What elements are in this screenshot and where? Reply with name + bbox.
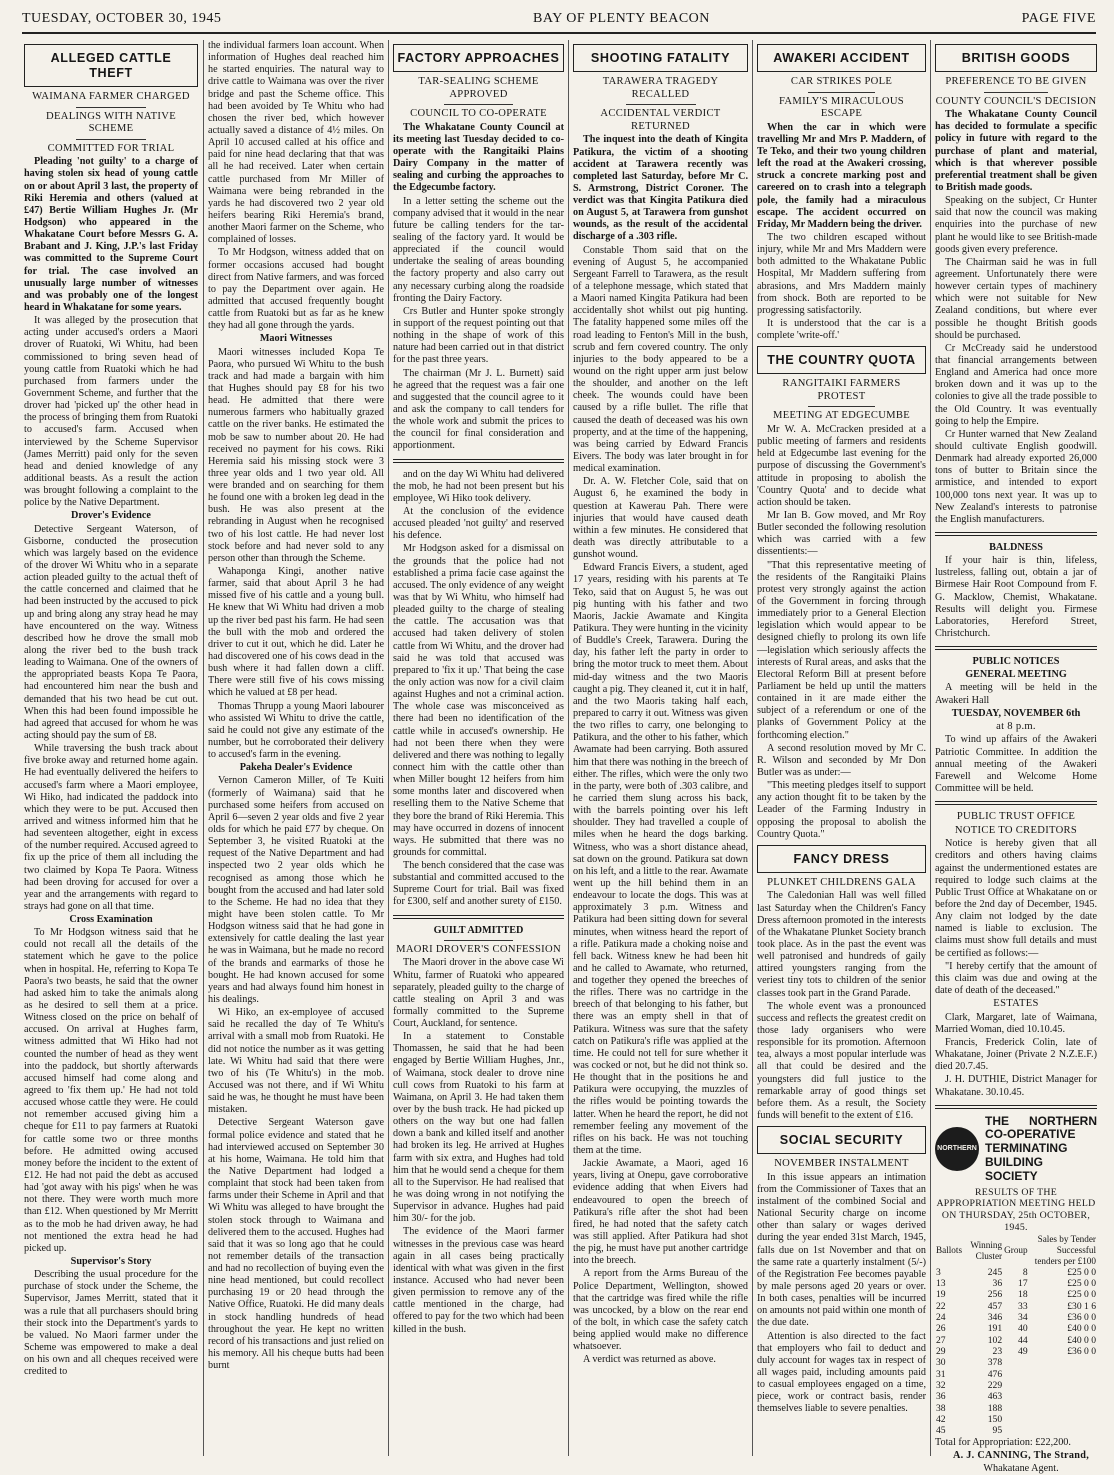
lead-paragraph: The Whakatane County Council at its meeting last Tuesday decided to co-operate with the Rangitaiki Plains Dairy Company in the matter of sealing and curbing the approaches to the Edgecumbe factory. [393, 121, 564, 194]
paragraph: The two children escaped without injury, while Mr and Mrs Maddern were both admitted to the Whakatane Public Hospital, Mr Maddern suffering from abrasions, and Mrs Maddern mainly from shock. Both are reported to be progressing satisfactorily. [757, 232, 926, 316]
table-cell [1029, 1403, 1097, 1414]
table-cell: 26 [936, 1323, 946, 1335]
table-cell: 457 [987, 1300, 1003, 1312]
headline-fancy-dress: FANCY DRESS [757, 845, 926, 873]
column-rule [203, 40, 204, 1456]
section-heading: ESTATES [993, 998, 1039, 1010]
subhead: PREFERENCE TO BE GIVEN [945, 75, 1087, 87]
headline-awakeri-accident: AWAKERI ACCIDENT [757, 44, 926, 72]
table-cell: 38 [936, 1402, 946, 1414]
paragraph: A second resolution moved by Mr C. R. Wilson and seconded by Mr Don Butler was as under:— [757, 742, 926, 778]
masthead [22, 6, 1096, 34]
table-cell [1029, 1414, 1097, 1425]
section-heading: NOTICE TO CREDITORS [954, 824, 1078, 836]
table-row [935, 1380, 1097, 1391]
lead-paragraph: The inquest into the death of Kingita Patikura, the victim of a shooting accident at Tarawera recently was completed last Saturday, before Mr C. S. Armstrong, District Coroner. The verdict was that Kingita Patikura died on August 5, at Tarawera from gunshot wounds, as the result of the accidental discharge of a .303 rifle. [573, 134, 748, 243]
table-cell [1029, 1369, 1097, 1380]
column-1 [24, 40, 198, 1456]
ballot-table-body [935, 1267, 1097, 1437]
paragraph: A report from the Arms Bureau of the Police Department, Wellington, showed that the cartridge was fired while the rifle was uncocked, by a blow on the rear end of the bolt, in which case the safety catch being applied would make no difference whatsoever. [573, 1268, 748, 1353]
table-cell: 188 [987, 1402, 1003, 1414]
table-cell: 40 [1018, 1323, 1028, 1335]
divider [935, 801, 1097, 805]
page-number: PAGE FIVE [1021, 11, 1096, 26]
paper-title: BAY OF PLENTY BEACON [533, 11, 710, 26]
table-cell: £25 0 0 [1067, 1266, 1096, 1278]
table-header: Sales by Tender Successful tenders per £100 [1034, 1234, 1096, 1266]
building-society-ad [935, 1115, 1097, 1184]
table-cell: 36 [936, 1391, 946, 1403]
subhead: RANGITAIKI FARMERS PROTEST [782, 378, 901, 402]
table-row [935, 1369, 1097, 1380]
subhead: TAR-SEALING SCHEME APPROVED [418, 75, 539, 100]
table-cell: 346 [987, 1312, 1003, 1324]
headline-factory-approaches: FACTORY APPROACHES [393, 44, 564, 72]
paragraph: Notice is hereby given that all creditors and others having claims against the undermentioned estates are required to lodge such claims at the Public Trust Office at Whakatane on or before the 2nd day of December, 1945. Any claim not lodged by the date named is liable to exclusion. The claims must show full details and must be certified as follows:— [935, 838, 1097, 959]
table-row [935, 1346, 1097, 1357]
table-cell [1003, 1380, 1028, 1391]
table-cell: 150 [987, 1413, 1003, 1425]
table-row [935, 1335, 1097, 1346]
table-cell: 45 [936, 1425, 946, 1437]
subhead: COUNTY COUNCIL'S DECISION [935, 95, 1097, 107]
table-cell: £30 1 6 [1067, 1300, 1096, 1312]
table-cell: 18 [1018, 1289, 1028, 1301]
lead-paragraph: Pleading 'not guilty' to a charge of having stolen six head of young cattle on or about April 3 last, the property of Riki Heremia and others (valued at £47) Bertie William Hughes Jr. (Mr Hodgson) who appeared in the Whakatane Court before Messrs G. A. Brabant and J. King, J.P.'s last Friday was committed to the Supreme Court for trial. The case involved an unusually large number of witnesses and was probably one of the longest heard in Whakatane for some years. [24, 156, 198, 314]
table-cell: 24 [936, 1312, 946, 1324]
headline-british-goods: BRITISH GOODS [935, 44, 1097, 72]
table-cell [1003, 1414, 1028, 1425]
paragraph: Cr McCready said he understood that financial arrangements between England and America had once more broken down and it was up to the colonies to give all the trade possible to the Old Country. It was eventually going to help the Empire. [935, 342, 1097, 427]
column-rule [752, 40, 753, 1456]
table-cell: 95 [992, 1425, 1003, 1437]
column-rule [930, 40, 931, 1456]
paragraph: To Mr Hodgson witness said that he could not recall all the details of the statement which he gave to the police when in hospital. He, referring to Kopa Te Paora's two beasts, he said that the owner had asked him to take the animals along as he desired to sell them at a price. Witness closed on the price on behalf of accused. On arrival at Hughes farm, witness admitted that Wi Hiko had not counted the number of head as they went into the paddock, but shortly afterwards accused himself had come along and agreed to 'fix them up.' He had not told accused whose cattle they were. He could not remember accused giving him a cheque for £11 to pay farmers at Ruatoki for cattle some two or three months before. He admitted owing accused money before the incident to the extent of £12. He had not paid the debt as accused had 'got away with his pigs' when he was not there. They were worth much more than £12. When questioned by Mr Merritt as to the mob he had driven away, he had not mentioned the extra head he had picked up. [24, 927, 198, 1254]
table-cell: 3 [936, 1266, 941, 1278]
divider [444, 104, 512, 105]
divider [444, 940, 512, 941]
table-row [935, 1414, 1097, 1425]
column-6 [935, 40, 1097, 1474]
subhead: CAR STRIKES POLE [790, 75, 893, 87]
paragraph: The Chairman said he was in full agreement. Unfortunately there were however certain types of machinery which were not suitable for New Zealand conditions, but where ever possible he thought British goods should be purchased. [935, 256, 1097, 341]
headline-cattle-theft: ALLEGED CATTLE THEFT [24, 44, 198, 87]
paragraph: Constable Thom said that on the evening of August 5, he accompanied Sergeant Farrell to Tarawera, as the result of a telephone message, which stated that a Maori named Kingita Patikura had been accidentally shot whilst out pig hunting. The fatality happened some miles off the road leading to Fenton's Mill in the bush, scrub and fern covered country. The only injuries to the body appeared to be a wound on the right upper arm just below the shoulder, and another on the left cheek. The wounds could have been caused by a rifle bullet. The rifle that caused the death of deceased was his own property, and at the time of the happening, was being carried by Edward Francis Eivers. The body was later brought in for medical examination. [573, 244, 748, 475]
column-rule [568, 40, 569, 1456]
paragraph: Clark, Margaret, late of Waimana, Married Woman, died 10.10.45. [935, 1011, 1097, 1035]
divider [935, 532, 1097, 536]
paragraph: Edward Francis Eivers, a student, aged 17 years, residing with his parents at Te Teko, said that on August 5, he was out pig hunting with his father and two Maoris, Jackie Awamate and Kingita Patikura. They were hunting in the vicinity of Buddle's Creek, Tarawera. During the day, his father left the party in order to bring the motor truck to meet them. About mid-day witness and the two Maoris caught a pig. They cleaned it, cut it in half, and the two Maoris taking half each, prepared to carry it out. Witness was given the two rifles to carry, one belonging to Patikura, and the other to his father, which Awamate had been carrying. Both assured him that there was nothing in the breech of either. The rifles, which were the only two in the party, were both of .303 calibre, and he carried them slung across his back, with the barrels pointing over his left shoulder. They had travelled a couple of miles when he heard the dogs barking. Witness, who was a short distance ahead, sat down on the ground. Patikura sat down on his left, and a little to the rear. Awamate went up the hill behind them in an endeavour to locate the dogs. This was at approximately 3 p.m. Witness and Patikura had been sitting down for several minutes, when witness heard the report of a rifle. Patikura made a choking noise and fell back. Witness knew he had been hit and he called to Awamate, who returned, and together they opened the breeches of the rifles. There was no cartridge in the breech of that belonging to his father, but there was an empty shell in that of Patikura. Witness was sure that the safety catch on Patikura's rifle was applied at the time. He could not tell for sure whether it was cocked or not, but he did not think so. He thought that in the positions he and Patikura were occupying, the muzzles of the rifles would be pointing towards the latter. When he heard the report, he did not remember feeling any movement of the rifles on his back. He was not touching them at the time. [573, 562, 748, 1157]
table-row [935, 1425, 1097, 1436]
table-header-row [935, 1234, 1097, 1267]
paragraph: Dr. A. W. Fletcher Cole, said that on August 6, he examined the body in question at Kawerau Pah. There were injuries that would have caused death within a few minutes. He considered that death was directly attributable to a gunshot wound. [573, 476, 748, 561]
table-row [935, 1391, 1097, 1402]
table-cell: 13 [936, 1278, 946, 1290]
divider [808, 406, 876, 407]
subhead: TARAWERA TRAGEDY RECALLED [602, 75, 719, 100]
subhead: MAORI DROVER'S CONFESSION [396, 943, 561, 955]
paragraph: the individual farmers loan account. When information of Hughes deal reached him he started enquiries. The natural way to drive cattle to Waimana was over the river bridge and past the Scheme office. This had been avoided by Te Whitu who had chosen the river bed, which however actually saved a distance of 4½ miles. On April 10 accused called at his office and paid for nine head declaring that that was all he had received. Later when certain cattle purchased from Mr Miller of Waimana were being rebranded in the yards he had discovered two 2 year old heifers bearing Riki Heremia's brand, another Maori farmer on the Scheme, who complained of losses. [208, 40, 384, 246]
subhead: DEALINGS WITH NATIVE SCHEME [46, 110, 176, 135]
paragraph: Thomas Thrupp a young Maori labourer who assisted Wi Whitu to drive the cattle, said he could not give any estimate of the number, but he corroborated their delivery to accused's farm in the evening. [208, 700, 384, 761]
table-cell [1003, 1369, 1028, 1380]
table-row [935, 1323, 1097, 1334]
paragraph: While traversing the bush track about five broke away and returned home again. He had eventually delivered the heifers to accused's farm where a Maori employee, Wi Hiko, had indicated the paddock into which they were to be put. Accused then arrived and witness informed him that he had seventeen altogether, eight in excess of the number required. Accused agreed to fix up the price of them all including the two claimed by Kopa Te Paora. Witness had been droving for accused for over a year and the arrangements with regard to strays had gone on all that time. [24, 743, 198, 912]
table-cell: 33 [1018, 1300, 1028, 1312]
table-cell: 31 [936, 1368, 946, 1380]
paragraph: The chairman (Mr J. L. Burnett) said he agreed that the request was a fair one and suggested that the council agree to it and ask the company to call tenders for the whole work and submit the prices to the council for final consideration and apportionment. [393, 367, 564, 452]
table-cell [1003, 1425, 1028, 1436]
meeting-time: at 8 p.m. [996, 720, 1036, 732]
paragraph: Jackie Awamate, a Maori, aged 16 years, living at Onepu, gave corroborative evidence adding that when Eivers had endeavoured to open the breech of Patikura's rifle after the shot had been fired, he had noted that the safety catch was still applied. After Patikura had shot the pig, he must have put another cartridge into the breech. [573, 1158, 748, 1267]
table-cell: 476 [987, 1368, 1003, 1380]
divider [393, 915, 564, 919]
table-cell: 23 [992, 1346, 1003, 1358]
paragraph: The whole event was a pronounced success and reflects the greatest credit on those lady organisers who were responsible for its promotion. Afternoon tea, always a most popular interlude was all that could be desired and the youngsters did full justice to the remarkable array of good things set before them. As a result, the Society funds will benefit to the extent of £16. [757, 1000, 926, 1121]
table-cell [1029, 1391, 1097, 1402]
paragraph: To Mr Hodgson, witness added that on former occasions accused had bought direct from Native farmers, and was forced to pay the Department over again. He admitted that accused frequently bought cattle from Ruatoki but as far as he knew they had all gone through the yards. [208, 247, 384, 332]
table-cell: £40 0 0 [1067, 1334, 1096, 1346]
table-cell: 22 [936, 1300, 946, 1312]
agent-name: A. J. CANNING, The Strand, [952, 1449, 1090, 1461]
table-cell: 36 [992, 1278, 1003, 1290]
table-cell [1003, 1357, 1028, 1368]
table-cell: 191 [987, 1323, 1003, 1335]
paragraph: Maori witnesses included Kopa Te Paora, who pursued Wi Whitu to the bush track and had made a bargain with him that Hughes should pay £8 for his two head. He admitted that there were numerous farmers who habitually grazed cattle on the river banks. He estimated the mob be saw to number about 20. He had received no payment for his cows. Riki Heremia said his missing stock were 3 three year olds and 1 two year old. All were branded and on searching for them he found one with a broken leg dead in the bush. He was also present at the rebranding in August when he recognised two of his lost cattle. He had never lost stock before and had never sold to any person other than through the Scheme. [208, 346, 384, 564]
section-heading: Maori Witnesses [259, 333, 333, 345]
section-heading: Drover's Evidence [71, 510, 151, 522]
column-5 [757, 40, 926, 1456]
paragraph: The evidence of the Maori farmer witnesses in the previous case was heard again in all cases being practically identical with what was given in the first instance. Accused who had never been given permission to remove any of the cattle mentioned in the charge, had offered to pay for the two which had been killed in the bush. [393, 1226, 564, 1335]
ballot-table [935, 1234, 1097, 1436]
subhead: FAMILY'S MIRACULOUS ESCAPE [779, 95, 904, 120]
table-cell: £36 0 0 [1067, 1312, 1096, 1324]
divider [935, 1105, 1097, 1109]
paragraph: At the conclusion of the evidence accused pleaded 'not guilty' and reserved his defence. [393, 505, 564, 542]
headline-country-quota: THE COUNTRY QUOTA [757, 346, 926, 374]
paragraph: Wi Hiko, an ex-employee of accused said he recalled the day of Te Whitu's arrival with a small mob from Ruatoki. He did not notice the number as it was getting late. Wi Whitu had said that there were two of his (Te Whitu's) in the mob. Accused was not there, and if Wi Whitu said he was, he thought he must have been mistaken. [208, 1007, 384, 1116]
paragraph: The Maori drover in the above case Wi Whitu, farmer of Ruatoki who appeared separately, pleaded guilty to the charge of cattle stealing on April 3 and was formally committed to the Supreme Court, Auckland, for sentence. [393, 957, 564, 1030]
paragraph: "This meeting pledges itself to support any action thought fit to be taken by the Leader of the Farming Industry in opposing the proposal to abolish the Country Quota." [757, 780, 926, 840]
section-heading: GENERAL MEETING [965, 669, 1067, 681]
table-header: Ballots [936, 1245, 963, 1256]
paragraph: Detective Sergeant Waterson, of Gisborne, conducted the prosecution which was largely based on the evidence of the drover Wi Whitu who in a separate action pleaded guilty to the actual theft of the cattle concerned and claimed that he had been instructed by the accused to pick up and bring along any stray head he may have encountered on the way. Witness described how he drove the small mob along the river bed to the bush track leading to Waimana. One of the owners of the appropriated beasts Kopa Te Paora, had encountered him near the bush and demanded that his two head be cut out. When this had been found impossible he had agreed that accused for whom he was acting should pay the sum of £8. [24, 523, 198, 741]
table-cell: 256 [987, 1289, 1003, 1301]
table-cell: 8 [1022, 1266, 1028, 1278]
subhead: WAIMANA FARMER CHARGED [32, 90, 190, 102]
divider [393, 459, 564, 463]
subhead: NOVEMBER INSTALMENT [774, 1158, 909, 1170]
table-header: Winning Cluster [970, 1239, 1003, 1261]
paragraph: A meeting will be held in the Awakeri Hall [935, 682, 1097, 706]
table-cell: 102 [987, 1334, 1003, 1346]
paragraph: It was alleged by the prosecution that acting under accused's orders a Maori drover of Ruatoki, Wi Whitu, had been commissioned to bring seven head of young cattle from Ruatoki which he had purchased from farmers under the Government Scheme, and further that the drover had 'picked up' the other head in the process of bringing them from Ruatoki to accused's farm. Accused when interviewed by the Scheme Supervisor (James Merritt) paid only for the seven head and denied knowledge of any additional beasts. As a result the action was brought following a complaint to the police by the Native Department. [24, 315, 198, 509]
society-name: THE NORTHERN CO-OPERATIVE TERMINATING BUILDING SOCIETY [985, 1113, 1097, 1183]
table-cell [1029, 1425, 1097, 1436]
section-heading: PUBLIC TRUST OFFICE [956, 811, 1076, 823]
paragraph: "I hereby certify that the amount of this claim was due and owing at the date of death of the deceased." [935, 960, 1097, 996]
section-heading: PUBLIC NOTICES [972, 656, 1060, 668]
section-heading: Cross Examination [69, 914, 153, 926]
paragraph: Attention is also directed to the fact that employers who fail to deduct and duly account for wages tax in respect of all wages paid, including amounts paid to casual employees engaged on a time, piece, work or contract basis, render themselves liable to severe penalties. [757, 1330, 926, 1415]
table-cell [1029, 1380, 1097, 1391]
society-logo-icon: NORTHERN [935, 1127, 979, 1171]
paragraph: In a statement to Constable Thomassen, he said that he had been engaged by Bertie William Hughes, Jnr., of Waimana, stock dealer to drove nine cull cows from Ruatoki to his farm at Waimana, on April 3. He had taken them over by the bush track. He had picked up others on the way but one had fallen down a bank and killed itself and another had broken its leg. He arrived at Hughes farm with six extra, and Hughes had told him that he would send a cheque for them all to the Supervisor. He had realised that he was doing wrong in not notifying the Supervisor in advance. Hughes had paid him 30/- for the job. [393, 1031, 564, 1225]
issue-date: TUESDAY, OCTOBER 30, 1945 [22, 11, 222, 26]
paragraph: Describing the usual procedure for the purchase of stock under the Scheme, the Supervisor, James Merritt, stated that it was a rule that all purchasers should bring their stock into the Department's yards to be valued. No Maori farmer under the Scheme was empowered to make a deal on his own and all cheques received were credited to [24, 1269, 198, 1378]
table-total: Total for Appropriation: £22,200. [935, 1436, 1071, 1448]
paragraph: The bench considered that the case was substantial and committed accused to the Supreme Court for trial. Bail was fixed for £300, self and another surety of £150. [393, 860, 564, 908]
paragraph: Mr Ian B. Gow moved, and Mr Roy Butler seconded the following resolution which was carried with a few dissentients:— [757, 510, 926, 558]
table-cell: 29 [936, 1346, 946, 1358]
section-heading: Pakeha Dealer's Evidence [239, 762, 353, 774]
table-cell: 44 [1018, 1334, 1028, 1346]
section-heading: Supervisor's Story [70, 1256, 152, 1267]
paragraph: "That this representative meeting of the residents of the Rangitaiki Plains protest very strongly against the action of the Government in forcing through immediately prior to a General Election legislation which would appear to be designed chiefly to prolong its own life—legislation which seriously affects the interests of Rural areas, and asks that the Electoral Reform Bill at present before Parliament be held up until the matters contained in it are made either the subject of a referendum or one of the planks of Government Policy at the forthcoming election." [757, 559, 926, 741]
paragraph: The Caledonian Hall was well filled last Saturday when the Children's Fancy Dress afternoon promoted in the interests of the Whakatane Plunket Society branch took place. As in the past the event was well patronised and hundreds of gaily attired youngsters ranging from the veriest tiny tots to children of the senior classes took part in the Grand Parade. [757, 890, 926, 999]
divider [935, 646, 1097, 650]
table-cell: 34 [1018, 1312, 1028, 1324]
table-row [935, 1403, 1097, 1414]
paragraph: Crs Butler and Hunter spoke strongly in support of the request pointing out that nothing in the shape of work of this nature had been carried out in that district for the past three years. [393, 305, 564, 366]
subhead: PLUNKET CHILDRENS GALA [767, 876, 916, 888]
divider [76, 139, 146, 140]
paragraph: A verdict was returned as above. [583, 1354, 716, 1366]
table-row [935, 1301, 1097, 1312]
headline-shooting-fatality: SHOOTING FATALITY [573, 44, 748, 72]
table-cell: 30 [936, 1357, 946, 1369]
subhead: COMMITTED FOR TRIAL [47, 142, 175, 154]
table-cell: 17 [1018, 1278, 1028, 1290]
paragraph: Speaking on the subject, Cr Hunter said that now the council was making enquiries into the purchase of new plant he would like to see British-made goods given every preference. [935, 195, 1097, 255]
paragraph: Mr W. A. McCracken presided at a public meeting of farmers and residents held at Edgecumbe last evening for the purpose of discussing the Government's attitude in proposing to abolish the 'Country Quota' and to decide what action should be taken. [757, 424, 926, 508]
lead-paragraph: When the car in which were travelling Mr and Mrs P. Maddern, of Te Teko, and their two young children left the road at the Awakeri crossing, struck a concrete marking post and careered on to crash into a telegraph pole, the family had a miraculous escape. The accident occurred on Friday, Mr Maddern being the driver. [757, 121, 926, 230]
divider [808, 92, 876, 93]
table-cell [1003, 1403, 1028, 1414]
paragraph: Wahaponga Kingi, another native farmer, said that about April 3 he had missed five of his cattle and a young bull. He knew that Wi Whitu had driven a mob up the river bed past his farm. He had seen the bull with the mob and ordered the driver to cut it out, which he did. Later he had discovered one of his cows dead in the bush where it had fallen down a cliff. There were still five of his cows missing which he valued at £8 per head. [208, 566, 384, 699]
paragraph: In a letter setting the scheme out the company advised that it would in the near future be calling tenders for the tar-sealing of the factory yard. It would be appreciated if the council would undertake the sealing of areas bounding the factory property and also carry out any necessary curbing along the roadside fronting the Dairy Factory. [393, 195, 564, 304]
table-cell: 49 [1018, 1346, 1028, 1358]
table-cell: 463 [987, 1391, 1003, 1403]
meeting-date: TUESDAY, NOVEMBER 6th [951, 707, 1081, 719]
table-row [935, 1312, 1097, 1323]
table-cell: £25 0 0 [1067, 1278, 1096, 1290]
paragraph: J. H. DUTHIE, District Manager for Whakatane. 30.10.45. [935, 1074, 1097, 1098]
table-row [935, 1267, 1097, 1278]
section-heading: GUILT ADMITTED [433, 924, 524, 936]
paragraph: Cr Hunter warned that New Zealand should cultivate English goodwill. Denmark had already exported 26,000 tons of butter to Britain since the armistice, and intended to export 100,000 tons next year. It was up to New Zealand's interests to patronise the English manufacturers. [935, 428, 1097, 525]
table-cell: 378 [987, 1357, 1003, 1369]
paragraph: and on the day Wi Whitu had delivered the mob, he had not been present but his employee, Wi Hiko took delivery. [393, 468, 564, 504]
subhead: COUNCIL TO CO-OPERATE [410, 108, 547, 120]
lead-paragraph: The Whakatane County Council has decided to formulate a specific policy in future with regard to the purchase of plant and material, which is that wherever possible preferential treatment shall be given to British made goods. [935, 109, 1097, 194]
section-heading: BALDNESS [989, 541, 1043, 553]
table-cell: 42 [936, 1413, 946, 1425]
column-rule [388, 40, 389, 1456]
paragraph: Vernon Cameron Miller, of Te Kuiti (formerly of Waimana) said that he purchased some heifers from accused on April 6—seven 2 year olds and five 2 year olds for which he paid £77 by cheque. On September 3, he visited Ruatoki at the request of the Native Department and had inspected two 2 year olds which he recognised as among those which he bought from the accused and had later sold to the Scheme. He had no idea that they might have been stolen cattle. To Mr Hodgson witness said that he had gone in extensively for cattle dealing the last year he was in Waimana, but he made no record of the brands and earmarks of those he bought. He had known accused for some years and had always found him honest in his dealings. [208, 775, 384, 1005]
column-2 [208, 40, 384, 1456]
results-heading: RESULTS OF THE APPROPRIATION MEETING HELD ON THURSDAY, 25th OCTOBER, 1945. [936, 1186, 1096, 1233]
paragraph: To wind up affairs of the Awakeri Patriotic Committee. In addition the annual meeting of the Awakeri Farewell and Welcome Home Committee will be held. [935, 734, 1097, 794]
table-header: Group [1004, 1245, 1028, 1256]
paragraph: In this issue appears an intimation from the Commissioner of Taxes that an instalment of the combined Social and National Security charge on income other than salary or wages derived during the year ended 31st March, 1945, falls due on 1st November and that on the same rate a quarterly instalment (5/-) of the Registration Fee becomes payable by male persons aged 20 years or over. In both cases, penalties will be incurred on amounts not paid within one month of the due date. [757, 1171, 926, 1329]
paragraph: It is understood that the car is a complete 'write-off.' [757, 318, 926, 342]
advert-text: If your hair is thin, lifeless, lustreless, falling out, obtain a jar of Birmese Hair Root Compound from F. G. Macklow, Chemist, Whakatane. Results will delight you. Firmese Laboratories, Hereford Street, Christchurch. [935, 555, 1097, 639]
table-cell [1029, 1357, 1097, 1368]
paragraph: Mr Hodgson asked for a dismissal on the grounds that the police had not established a prima facie case against the accused. The only evidence of any weight was that by Wi Whitu, who himself had pleaded guilty to the charge of stealing the cattle. The accusation was that accused had taken delivery of stolen cattle from Wi Whitu, and the drover had said he was told that accused was prepared to 'fix it up.' That being the case the only action was now for a civil claim against Hughes and not a criminal action. The whole case was misconceived as there had been no identification of the cattle while in accused's ownership. He had not been there when they were delivered and there was nothing to legally connect him with the cattle other than when Miller bought 12 heifers from him some months later and discovered when reselling them to the Native Scheme that they bore the brand of Riki Heremia. This may have occurred in dozens of innocent ways. He submitted that there was no grounds for committal. [393, 543, 564, 858]
table-row [935, 1357, 1097, 1368]
table-row [935, 1278, 1097, 1289]
headline-social-security: SOCIAL SECURITY [757, 1126, 926, 1154]
column-3 [393, 40, 564, 1456]
table-cell: 19 [936, 1289, 946, 1301]
divider [984, 92, 1049, 93]
table-cell [1003, 1391, 1028, 1402]
table-cell: £25 0 0 [1067, 1289, 1096, 1301]
paragraph: Francis, Frederick Colin, late of Whakatane, Joiner (Private 2 N.Z.E.F.) died 20.7.45. [935, 1036, 1097, 1073]
subhead: MEETING AT EDGECUMBE [772, 410, 911, 422]
table-cell: 27 [936, 1334, 946, 1346]
paragraph: Detective Sergeant Waterson gave formal police evidence and stated that he had interviewed accused on September 30 at his home, Waimana. He told him that the Native Department had lodged a complaint that stock had been taken from farms under their Scheme in April and that Wi Whitu was alleged to have brought the stolen stock through to Waimana and delivered them to the accused. Hughes had said that it was so long ago that he could not remember details of the transaction and had no recollection of buying even the nine head mentioned, but could recollect purchasing 19 or 20 head through the Native Office, Ruatoki. He did many deals in stock handling hundreds of head throughout the year. He kept no written record of his transactions and just relied on his memory. All his cheque butts had been burnt [208, 1117, 384, 1372]
divider [76, 107, 146, 108]
table-cell: 229 [987, 1379, 1003, 1391]
table-cell: 32 [936, 1379, 946, 1391]
subhead: ACCIDENTAL VERDICT RETURNED [600, 108, 721, 132]
table-cell: £36 0 0 [1067, 1346, 1096, 1358]
table-cell: £40 0 0 [1067, 1323, 1096, 1335]
table-row [935, 1289, 1097, 1300]
column-4 [573, 40, 748, 1456]
divider [626, 104, 696, 105]
agent-place: Whakatane Agent. [983, 1462, 1059, 1474]
table-cell: 245 [987, 1266, 1003, 1278]
